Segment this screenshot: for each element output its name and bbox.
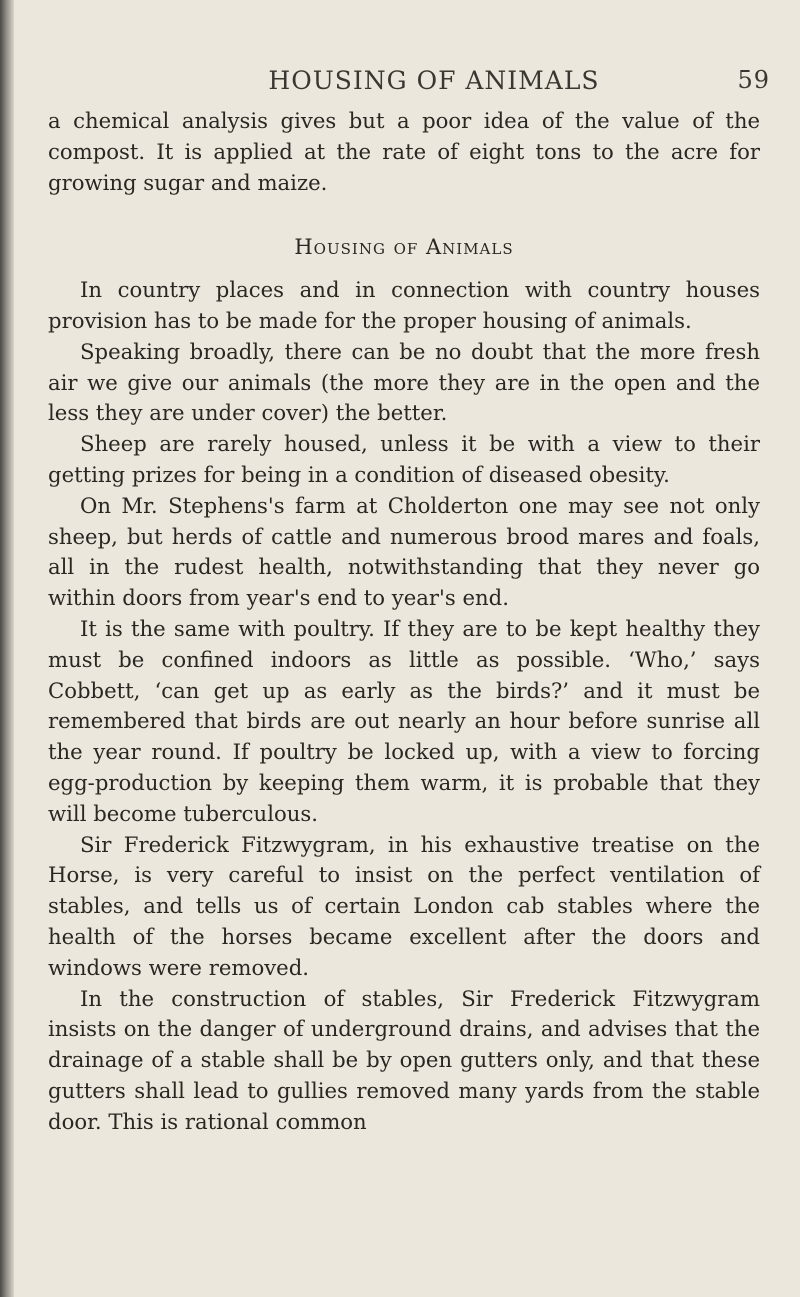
- page-text: [48, 106, 760, 1138]
- paragraph: In country places and in connection with country houses provision has to be made for the proper housing of animals.: [48, 277, 760, 333]
- running-title: HOUSING OF ANIMALS: [268, 66, 600, 95]
- paragraph: In the construction of stables, Sir Frederick Fitzwygram insists on the danger of underground drains, and advises that the drainage of a stable shall be by open gutters only, and that these gutters shall lead to gullies removed many yards from the stable door. This is rational common: [48, 985, 760, 1134]
- paragraph: Sir Frederick Fitzwygram, in his exhaustive treatise on the Horse, is very careful to insist on the perfect ventilation of stables, and tells us of certain London cab stables where the health of the horses became excellent after the doors and windows were removed.: [48, 831, 760, 980]
- paragraph: It is the same with poultry. If they are to be kept healthy they must be confined indoors as little as possible. ‘Who,’ says Cobbett, ‘can get up as early as the birds?’ and it must be remembered that birds are out nearly an hour before sunrise all the year round. If poultry be locked up, with a view to forcing egg-production by keeping them warm, it is probable that they will become tuberculous.: [48, 615, 760, 826]
- book-binding-shadow: [0, 0, 14, 1297]
- paragraph: Speaking broadly, there can be no doubt that the more fresh air we give our animals (the more they are in the open and the less they are under cover) the better.: [48, 338, 760, 426]
- book-page: [48, 66, 770, 1138]
- page-number: 59: [737, 66, 770, 94]
- paragraph: Sheep are rarely housed, unless it be with a view to their getting prizes for being in a condition of diseased obesity.: [48, 431, 760, 487]
- section-heading: Housing of Animals: [294, 235, 514, 260]
- paragraph: On Mr. Stephens's farm at Cholderton one may see not only sheep, but herds of cattle and numerous brood mares and foals, all in the rudest health, notwithstanding that they never go within doors from year's end to year's end.: [48, 492, 760, 611]
- continuation-paragraph: a chemical analysis gives but a poor idea of the value of the compost. It is applied at the rate of eight tons to the acre for growing sugar and maize.: [48, 108, 760, 195]
- running-head: [48, 66, 770, 106]
